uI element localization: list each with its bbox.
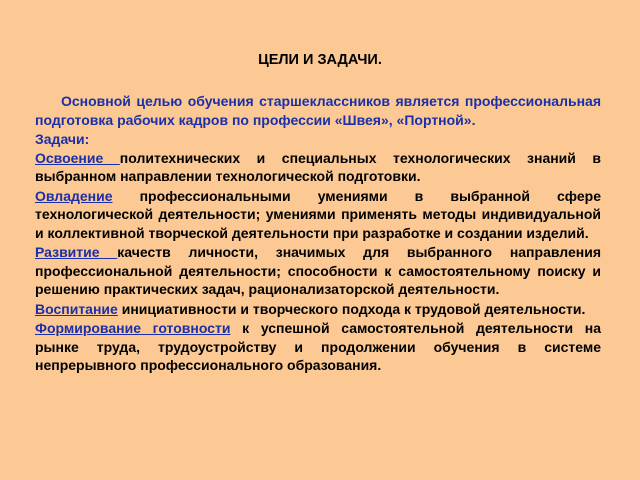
task-text: политехнических и специальных технологических знаний в выбранном направлении технологической подготовки. [35, 149, 601, 184]
tasks-heading: Задачи: [35, 131, 90, 147]
task-text: к успешной самостоятельной деятельности на рынке труда, трудоустройству и продолжении обучения в системе непрерывного профессионального образования. [35, 320, 601, 373]
task-keyword: Развитие [35, 244, 118, 260]
slide-body [35, 92, 601, 376]
task-item [35, 300, 601, 319]
task-text: инициативности и творческого подхода к трудовой деятельности. [117, 300, 586, 317]
intro-paragraph: Основной целью обучения старшеклассников является профессиональная подготовка рабочих кадров по профессии «Швея», «Портной». [35, 93, 601, 128]
task-text: профессиональными умениями в выбранной сфере технологической деятельности; умениями применять методы индивидуальной и коллективной творческой деятельности при разработке и создании изделий. [35, 187, 601, 241]
task-keyword: Освоение [35, 149, 120, 166]
task-item [35, 319, 601, 375]
task-keyword: Овладение [35, 187, 113, 204]
task-item [35, 243, 601, 299]
task-item [35, 149, 601, 186]
task-keyword: Воспитание [35, 300, 118, 317]
task-item [35, 187, 601, 243]
slide-title: ЦЕЛИ И ЗАДАЧИ. [258, 52, 382, 68]
task-text: качеств личности, значимых для выбранного направления профессиональной деятельности; способности к самостоятельному поиску и решению практических задач, рационализаторской деятельности. [35, 244, 602, 297]
task-keyword: Формирование готовности [35, 320, 231, 336]
